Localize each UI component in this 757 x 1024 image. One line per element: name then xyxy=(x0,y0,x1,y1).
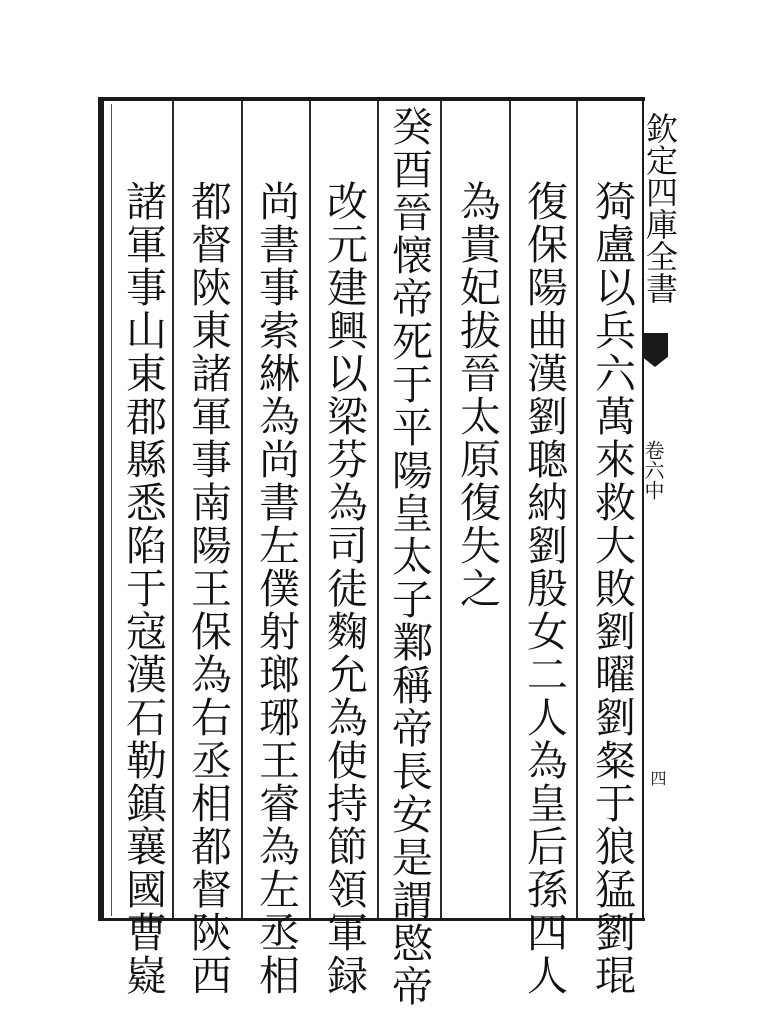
text-column-7: 都督陝東諸軍事南陽王保為右丞相都督陝西 xyxy=(184,180,232,997)
frame-left-inner-line xyxy=(111,104,112,916)
frame-left-border xyxy=(98,97,104,921)
column-rule xyxy=(309,101,311,918)
margin-volume-label: 卷六中 xyxy=(641,440,665,500)
column-rule xyxy=(440,101,442,918)
column-rule xyxy=(576,101,578,918)
text-column-6: 尚書事索綝為尚書左僕射瑯琊王睿為左丞相 xyxy=(252,180,300,997)
column-rule xyxy=(509,101,511,918)
text-column-4: 癸酉晉懐帝死于平陽皇太子鄴稱帝長安是謂愍帝 xyxy=(385,105,433,1008)
frame-top-border xyxy=(100,97,645,101)
text-column-5: 改元建興以梁芬為司徒麴允為使持節領軍録 xyxy=(320,180,368,997)
text-column-3: 為貴妃拔晉太原復失之 xyxy=(453,180,501,610)
text-column-2: 復保陽曲漢劉聰納劉殷女二人為皇后孫四人 xyxy=(520,180,568,997)
column-rule xyxy=(377,101,379,918)
column-rule xyxy=(172,101,174,918)
margin-page-number: 四 xyxy=(648,770,667,786)
column-rule xyxy=(241,101,243,918)
text-column-8: 諸軍事山東郡縣悉陷于寇漢石勒鎮襄國曹嶷 xyxy=(119,180,167,997)
text-column-1: 猗盧以兵六萬來救大敗劉曜劉粲于狼猛劉琨 xyxy=(588,180,636,997)
fishtail-mark-icon xyxy=(642,333,668,367)
margin-book-title: 欽定四庫全書 xyxy=(641,112,679,304)
